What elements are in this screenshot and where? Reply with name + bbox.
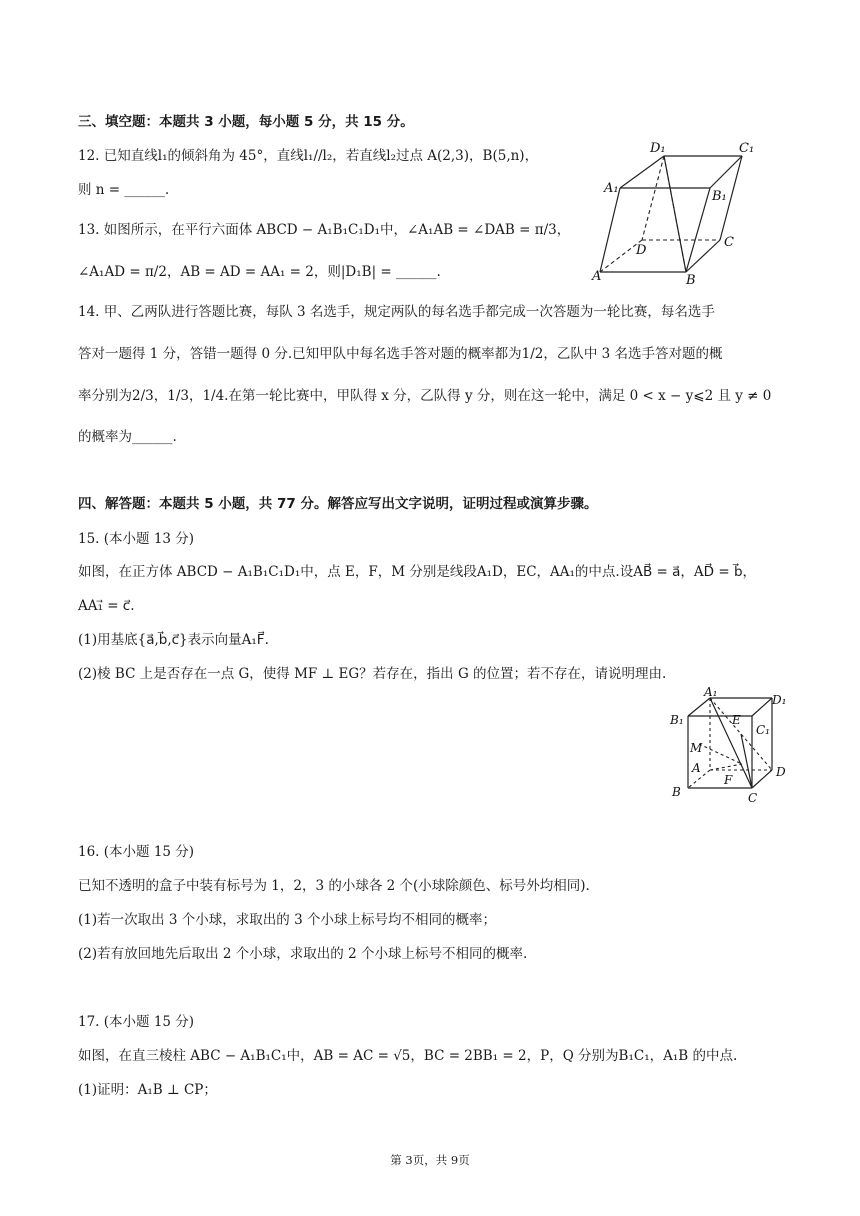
label-D: D: [636, 243, 647, 258]
q14-line2: 答对一题得 1 分，答错一题得 0 分.已知甲队中每名选手答对题的概率都为1/2，乙队中 3 名选手答对题的概: [78, 346, 723, 362]
label-C: C: [724, 235, 734, 250]
label-B1: B₁: [712, 189, 727, 204]
q16-part2: (2)若有放回地先后取出 2 个小球，求取出的 2 个小球上标号不相同的概率.: [78, 946, 528, 962]
q15-line2: AA₁⃗ = c⃗.: [78, 598, 135, 614]
page-footer: 第 3页，共 9页: [390, 1153, 470, 1167]
label-C: C: [748, 791, 758, 804]
q14-line1: 14. 甲、乙两队进行答题比赛，每队 3 名选手，规定两队的每名选手都完成一次答题为一轮比赛，每名选手: [78, 304, 715, 320]
label-B: B: [672, 785, 681, 799]
q17-part1: (1)证明：A₁B ⊥ CP；: [78, 1082, 217, 1098]
label-A1: A₁: [704, 685, 718, 699]
section3-heading: 三、填空题：本题共 3 小题，每小题 5 分，共 15 分。: [78, 114, 414, 130]
q13-line1: 13. 如图所示，在平行六面体 ABCD − A₁B₁C₁D₁中，∠A₁AB = ∠DAB = π/3，: [78, 222, 571, 238]
section4-heading: 四、解答题：本题共 5 小题，共 77 分。解答应写出文字说明，证明过程或演算步骤。: [78, 496, 598, 512]
label-B: B: [686, 273, 696, 288]
q15-title: 15. (本小题 13 分): [78, 531, 195, 547]
q12-line1: 12. 已知直线l₁的倾斜角为 45°，直线l₁//l₂，若直线l₂过点 A(2,3)，B(5,n)，: [78, 148, 539, 164]
label-M: M: [690, 741, 703, 755]
label-D1: D₁: [772, 693, 787, 707]
q16-line1: 已知不透明的盒子中装有标号为 1，2，3 的小球各 2 个(小球除颜色、标号外均相同).: [78, 878, 590, 894]
q15-part2: (2)棱 BC 上是否存在一点 G，使得 MF ⊥ EG？若存在，指出 G 的位置；若不存在，请说明理由.: [78, 666, 667, 682]
q15-line1: 如图，在正方体 ABCD − A₁B₁C₁D₁中，点 E，F，M 分别是线段A₁D，EC，AA₁的中点.设AB⃗ = a⃗，AD⃗ = b⃗，: [78, 564, 757, 580]
cube-figure: [668, 684, 798, 804]
parallelepiped-figure: [590, 138, 770, 288]
label-D1: D₁: [650, 141, 666, 156]
label-A1: A₁: [604, 181, 619, 196]
label-D: D: [776, 765, 786, 779]
q17-title: 17. (本小题 15 分): [78, 1014, 195, 1030]
q13-line2: ∠A₁AD = π/2，AB = AD = AA₁ = 2，则|D₁B| = ______.: [78, 264, 441, 280]
label-A: A: [692, 761, 701, 775]
q15-part1: (1)用基底{a⃗,b⃗,c⃗}表示向量A₁F⃗.: [78, 632, 269, 648]
label-C1: C₁: [739, 141, 755, 156]
q12-line2: 则 n = ______.: [78, 182, 170, 198]
label-B1: B₁: [670, 713, 684, 727]
label-F: F: [724, 773, 733, 787]
q14-line4: 的概率为______.: [78, 429, 177, 445]
q14-line3: 率分别为2/3，1/3，1/4.在第一轮比赛中，甲队得 x 分，乙队得 y 分，则在这一轮中，满足 0 < x − y⩽2 且 y ≠ 0: [78, 388, 772, 404]
label-E: E: [732, 713, 741, 727]
q16-part1: (1)若一次取出 3 个小球，求取出的 3 个小球上标号均不相同的概率；: [78, 912, 496, 928]
q17-line1: 如图，在直三棱柱 ABC − A₁B₁C₁中，AB = AC = √5，BC = 2BB₁ = 2，P，Q 分别为B₁C₁，A₁B 的中点.: [78, 1048, 738, 1064]
label-C1: C₁: [756, 723, 770, 737]
q16-title: 16. (本小题 15 分): [78, 844, 195, 860]
label-A: A: [592, 269, 602, 284]
